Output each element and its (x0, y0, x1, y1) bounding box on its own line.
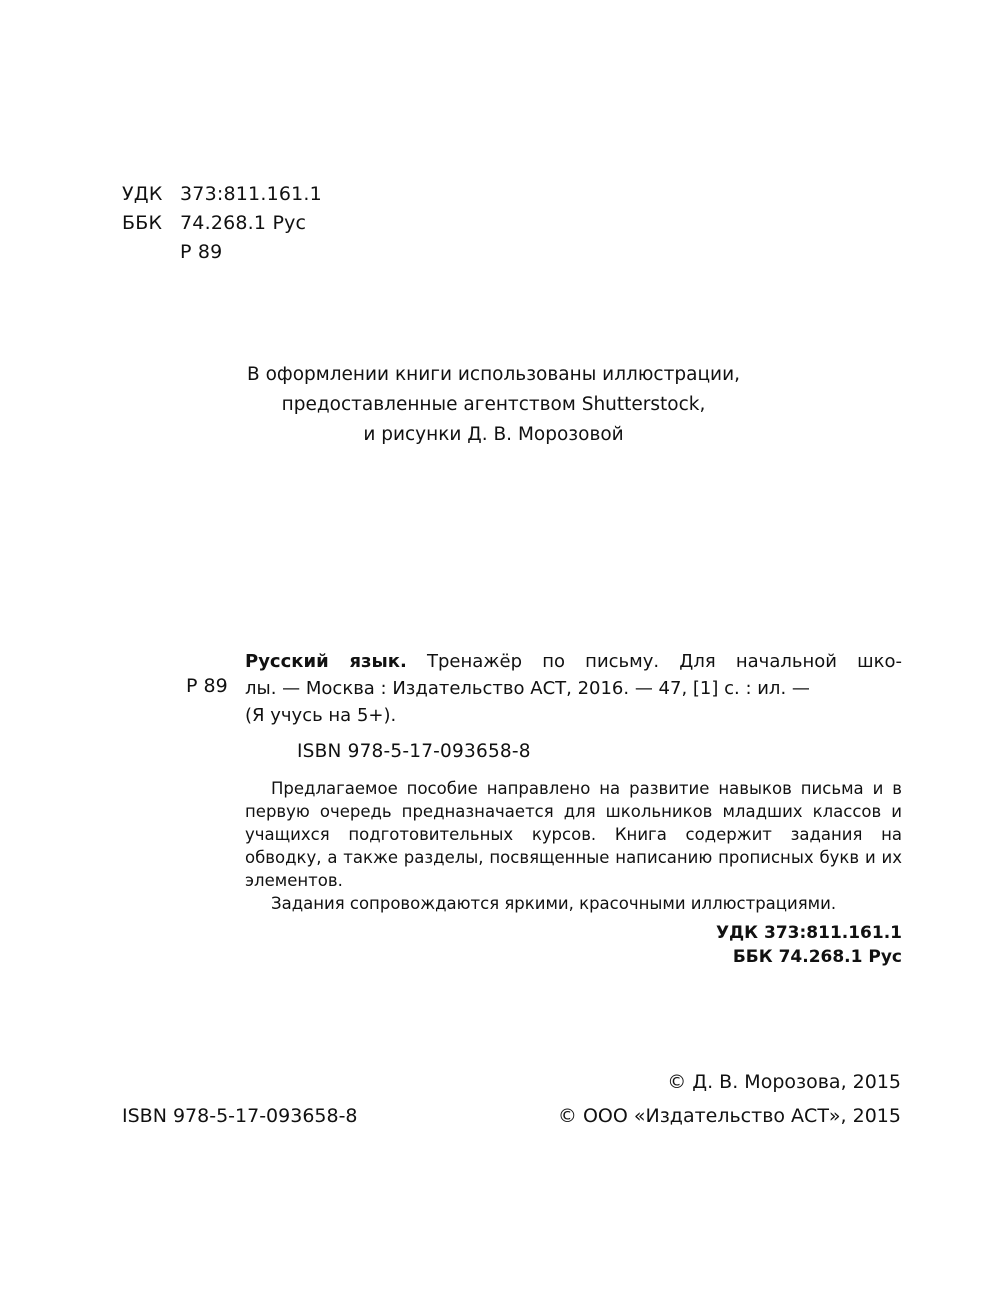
copyright-author: © Д. В. Морозова, 2015 (667, 1071, 901, 1093)
udk-label: УДК (122, 183, 163, 205)
biblio-author-sign: Р 89 (186, 675, 228, 697)
illustration-credits (0, 360, 987, 450)
footer-top-row (122, 1065, 901, 1099)
biblio-isbn: ISBN 978-5-17-093658-8 (297, 741, 531, 762)
classification-codes-bottom (245, 921, 902, 969)
biblio-record-line-2: лы. — Москва : Издательство АСТ, 2016. — 47, [1] с. : ил. — (245, 678, 810, 699)
classification-block (122, 180, 322, 267)
annotation (245, 777, 902, 915)
biblio-record-line-1 (245, 648, 902, 675)
bbk-row (122, 209, 322, 238)
annotation-paragraph-2: Задания сопровождаются яркими, красочными иллюстрациями. (271, 894, 837, 913)
udk-row (122, 180, 322, 209)
annotation-paragraph-1: Предлагаемое пособие направлено на развитие навыков письма и в первую очередь предназначается для школьников младших классов и учащихся подготовительных курсов. Книга содержит задания на обводку, а также разделы, посвященные написанию прописных букв и их элементов. (245, 779, 902, 890)
bbk-label: ББК (122, 212, 163, 234)
page-footer (122, 1065, 901, 1133)
copyright-publisher: © ООО «Издательство АСТ», 2015 (557, 1105, 901, 1127)
author-sign-code: Р 89 (180, 241, 223, 263)
author-sign-row (122, 238, 322, 267)
udk-value: 373:811.161.1 (180, 183, 322, 205)
udk-bottom: УДК 373:811.161.1 (715, 923, 902, 943)
biblio-record-line-3: (Я учусь на 5+). (245, 705, 397, 726)
biblio-body (245, 648, 902, 969)
bbk-bottom: ББК 74.268.1 Рус (732, 947, 902, 967)
credits-line-1: В оформлении книги использованы иллюстрации, (247, 364, 740, 385)
footer-bottom-row (122, 1099, 901, 1133)
footer-isbn: ISBN 978-5-17-093658-8 (122, 1105, 358, 1127)
credits-line-2: предоставленные агентством Shutterstock, (281, 394, 706, 415)
biblio-title: Русский язык. (245, 651, 407, 672)
bibliographic-record (186, 648, 902, 969)
biblio-record-text-1: Тренажёр по письму. Для начальной шко- (427, 651, 902, 672)
bbk-value: 74.268.1 Рус (180, 212, 307, 234)
credits-line-3: и рисунки Д. В. Морозовой (363, 424, 624, 445)
